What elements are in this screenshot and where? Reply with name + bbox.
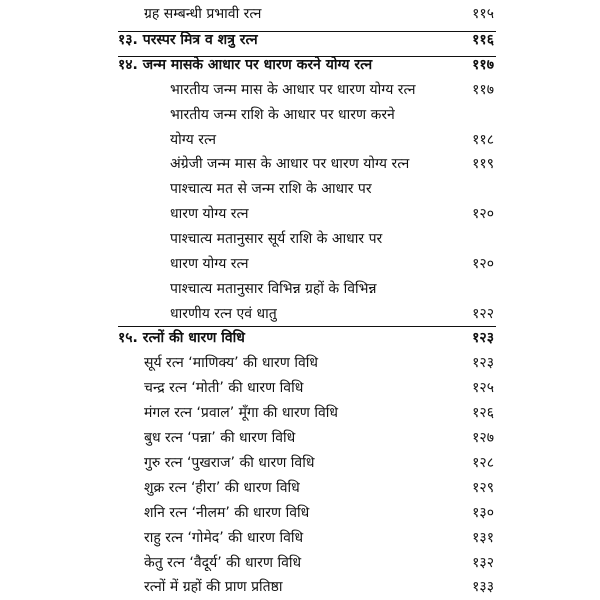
toc-entry-title: भारतीय जन्म राशि के आधार पर धारण करने	[170, 107, 395, 123]
toc-section-entry	[0, 53, 600, 78]
toc-entry-title: केतु रत्न ‘वैदूर्य’ की धारण विधि	[144, 555, 302, 571]
toc-entry-page: १२५	[472, 380, 494, 396]
toc-entry-title: १४. जन्म मासके आधार पर धारण करने योग्य रत्न	[118, 57, 373, 73]
toc-entry	[0, 451, 600, 476]
toc-entry-title: पाश्चात्य मत से जन्म राशि के आधार पर	[170, 181, 372, 197]
toc-entry	[0, 526, 600, 551]
toc-section-entry	[0, 28, 600, 53]
toc-entry	[0, 476, 600, 501]
toc-entry	[0, 277, 600, 302]
toc-entry-title: धारण योग्य रत्न	[170, 256, 249, 272]
toc-entry-title: सूर्य रत्न ‘माणिक्य’ की धारण विधि	[144, 355, 318, 371]
toc-entry-page: १२२	[472, 306, 494, 322]
toc-entry-title: बुध रत्न ‘पन्ना’ की धारण विधि	[144, 430, 296, 446]
toc-entry-page: ११६	[472, 32, 494, 48]
toc-entry-page: ११५	[472, 6, 494, 22]
toc-entry	[0, 501, 600, 526]
toc-entry	[0, 575, 600, 600]
toc-entry-page: १२०	[472, 256, 494, 272]
toc-entry-title: शनि रत्न ‘नीलम’ की धारण विधि	[144, 505, 310, 521]
toc-entry-title: १५. रत्नों की धारण विधि	[118, 330, 245, 346]
toc-entry-title: भारतीय जन्म मास के आधार पर धारण योग्य रत्न	[170, 82, 416, 98]
toc-entry-title: योग्य रत्न	[170, 132, 217, 148]
toc-entry-page: १३०	[472, 505, 494, 521]
toc-entry	[0, 551, 600, 576]
toc-entry-title: धारण योग्य रत्न	[170, 206, 249, 222]
toc-entry-page: १२३	[472, 330, 494, 346]
toc-entry	[0, 177, 600, 202]
toc-entry-title: १३. परस्पर मित्र व शत्रु रत्न	[118, 32, 258, 48]
toc-entry-page: १२७	[472, 430, 494, 446]
toc-entry-title: शुक्र रत्न ‘हीरा’ की धारण विधि	[144, 480, 300, 496]
toc-entry	[0, 351, 600, 376]
toc-entry-page: १२८	[472, 455, 494, 471]
toc-entry	[0, 78, 600, 103]
toc-entry	[0, 202, 600, 227]
toc-entry-title: पाश्चात्य मतानुसार सूर्य राशि के आधार पर	[170, 231, 383, 247]
toc-section-entry	[0, 326, 600, 351]
toc-entry	[0, 376, 600, 401]
toc-entry	[0, 152, 600, 177]
toc-entry	[0, 128, 600, 153]
toc-entry-title: अंग्रेजी जन्म मास के आधार पर धारण योग्य रत्न	[170, 156, 410, 172]
toc-entry	[0, 2, 600, 27]
toc-entry-page: ११८	[472, 132, 494, 148]
toc-entry-title: रत्नों में ग्रहों की प्राण प्रतिष्ठा	[144, 579, 283, 595]
toc-entry-page: ११७	[472, 57, 494, 73]
toc-entry-title: ग्रह सम्बन्धी प्रभावी रत्न	[144, 6, 262, 22]
toc-entry-page: १२३	[472, 355, 494, 371]
toc-entry-title: पाश्चात्य मतानुसार विभिन्न ग्रहों के विभिन्न	[170, 281, 377, 297]
toc-entry-page: १३२	[472, 555, 494, 571]
toc-entry-title: गुरु रत्न ‘पुखराज’ की धारण विधि	[144, 455, 315, 471]
toc-entry-title: मंगल रत्न ‘प्रवाल’ मूँगा की धारण विधि	[144, 405, 338, 421]
toc-entry-page: १२६	[472, 405, 494, 421]
toc-entry-page: १३३	[472, 579, 494, 595]
toc-entry-page: १३१	[472, 530, 494, 546]
toc-entry	[0, 103, 600, 128]
toc-entry	[0, 426, 600, 451]
toc-entry	[0, 302, 600, 327]
toc-entry-page: १२०	[472, 206, 494, 222]
toc-entry	[0, 252, 600, 277]
toc-entry	[0, 401, 600, 426]
toc-entry-page: ११९	[472, 156, 494, 172]
toc-entry-title: चन्द्र रत्न ‘मोती’ की धारण विधि	[144, 380, 304, 396]
toc-entry-page: १२९	[472, 480, 494, 496]
toc-entry-page: ११७	[472, 82, 494, 98]
toc-entry	[0, 227, 600, 252]
toc-entry-title: धारणीय रत्न एवं धातु	[170, 306, 277, 322]
toc-entry-title: राहु रत्न ‘गोमेद’ की धारण विधि	[144, 530, 304, 546]
